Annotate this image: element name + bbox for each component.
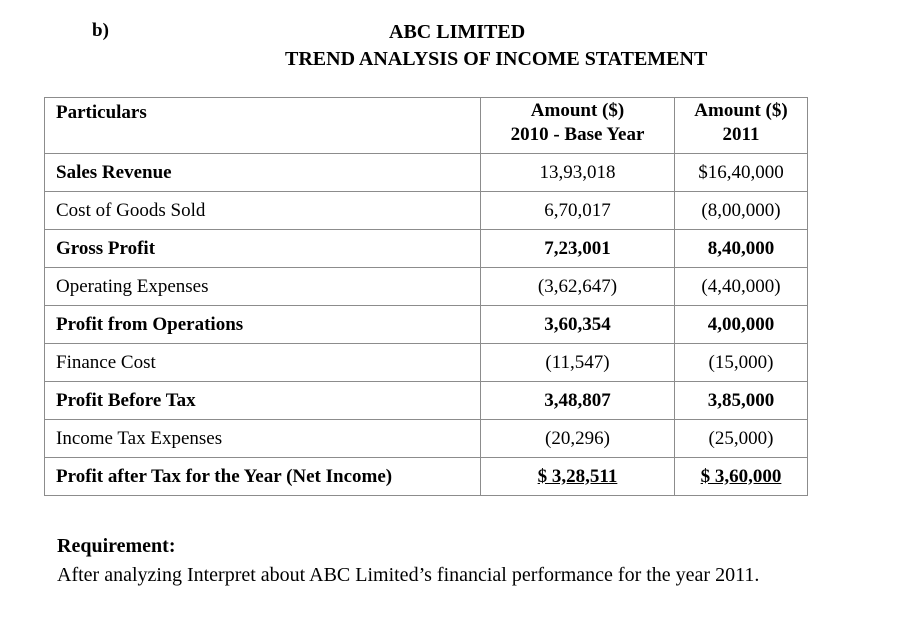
net-income-base: $ 3,28,511 (537, 465, 618, 487)
requirement-block (57, 532, 759, 590)
row-label: Profit from Operations (45, 306, 481, 344)
header-current-line2: 2011 (722, 124, 760, 145)
header-current-year (675, 98, 808, 154)
requirement-text: After analyzing Interpret about ABC Limited’s financial performance for the year 2011. (57, 564, 760, 586)
net-income-current: $ 3,60,000 (700, 465, 782, 487)
report-title: TREND ANALYSIS OF INCOME STATEMENT (285, 48, 708, 70)
row-current-value: 8,40,000 (675, 230, 808, 268)
table-row (45, 306, 808, 344)
table-row (45, 420, 808, 458)
row-label: Profit Before Tax (45, 382, 481, 420)
row-current-value (675, 458, 808, 496)
row-label: Cost of Goods Sold (45, 192, 481, 230)
row-current-value: 4,00,000 (675, 306, 808, 344)
row-current-value: (25,000) (675, 420, 808, 458)
header-particulars-label: Particulars (56, 102, 147, 123)
row-base-value: (3,62,647) (481, 268, 675, 306)
row-label: Profit after Tax for the Year (Net Income) (45, 458, 481, 496)
table-row (45, 382, 808, 420)
row-current-value: 3,85,000 (675, 382, 808, 420)
row-label: Income Tax Expenses (45, 420, 481, 458)
table-header-row (45, 98, 808, 154)
row-base-value: 6,70,017 (481, 192, 675, 230)
table-row (45, 344, 808, 382)
table-row (45, 458, 808, 496)
row-label: Gross Profit (45, 230, 481, 268)
row-base-value: 7,23,001 (481, 230, 675, 268)
row-current-value: $16,40,000 (675, 154, 808, 192)
row-base-value: 3,48,807 (481, 382, 675, 420)
row-base-value: 3,60,354 (481, 306, 675, 344)
company-name: ABC LIMITED (389, 21, 526, 43)
row-current-value: (4,40,000) (675, 268, 808, 306)
row-current-value: (8,00,000) (675, 192, 808, 230)
table-row (45, 192, 808, 230)
trend-table (44, 97, 808, 496)
row-base-value (481, 458, 675, 496)
header-particulars (45, 98, 481, 154)
table-row (45, 268, 808, 306)
row-current-value: (15,000) (675, 344, 808, 382)
row-base-value: (11,547) (481, 344, 675, 382)
requirement-title: Requirement: (57, 535, 176, 557)
header-current-line1: Amount ($) (694, 100, 788, 121)
table-row (45, 154, 808, 192)
row-label: Operating Expenses (45, 268, 481, 306)
row-base-value: 13,93,018 (481, 154, 675, 192)
header-base-line2: 2010 - Base Year (510, 124, 645, 145)
row-base-value: (20,296) (481, 420, 675, 458)
header-base-line1: Amount ($) (530, 100, 625, 121)
table-row (45, 230, 808, 268)
section-label: b) (92, 20, 109, 41)
row-label: Sales Revenue (45, 154, 481, 192)
row-label: Finance Cost (45, 344, 481, 382)
header-base-year (481, 98, 675, 154)
